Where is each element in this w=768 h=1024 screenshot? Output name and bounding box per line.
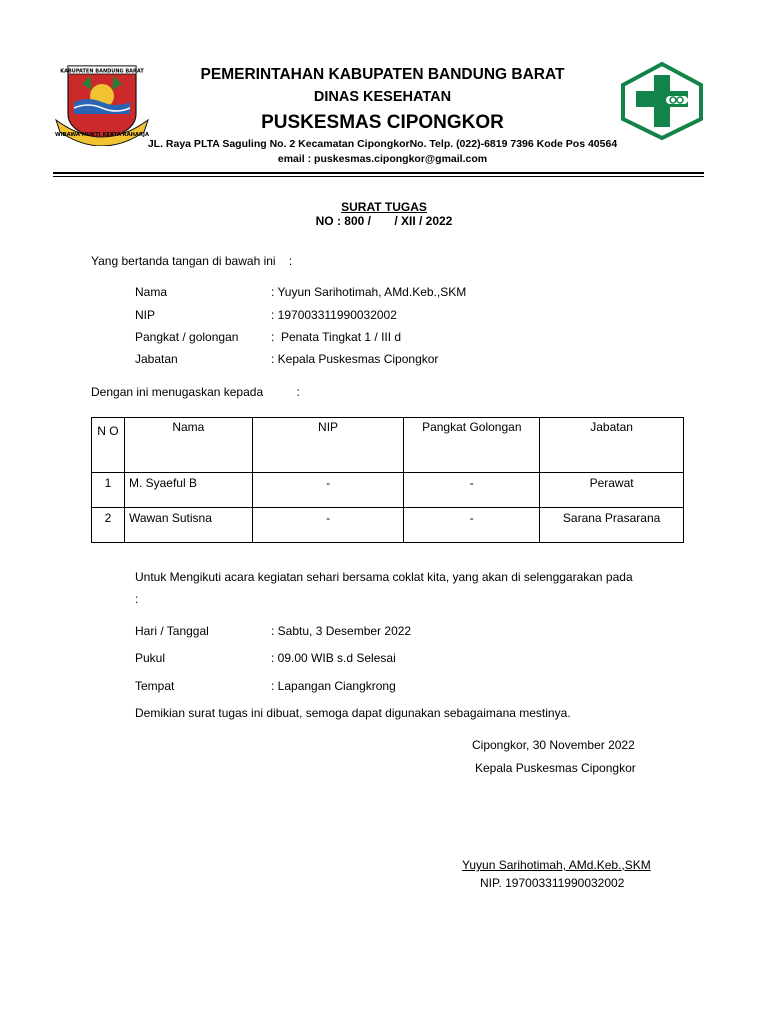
emblem-ribbon-text: WIBAWA MUKTI KERTA RAHARJA xyxy=(55,132,149,138)
table-cell-rank: - xyxy=(404,508,540,543)
letterhead-government: PEMERINTAHAN KABUPATEN BANDUNG BARAT xyxy=(200,66,565,83)
assigned-staff-table xyxy=(91,417,684,543)
assignment-intro: Dengan ini menugaskan kepada : xyxy=(91,385,300,399)
signer-position-label: Jabatan xyxy=(135,352,178,366)
signer-name-value: : Yuyun Sarihotimah, AMd.Keb.,SKM xyxy=(271,285,467,299)
signature-position: Kepala Puskesmas Cipongkor xyxy=(475,761,636,775)
event-date-value: : Sabtu, 3 Desember 2022 xyxy=(271,624,412,638)
signer-rank-label: Pangkat / golongan xyxy=(135,330,239,344)
signature-place-date: Cipongkor, 30 November 2022 xyxy=(472,738,635,752)
table-cell-position: Sarana Prasarana xyxy=(540,508,684,543)
letterhead-department: DINAS KESEHATAN xyxy=(313,89,452,105)
signer-nip-value: : 197003311990032002 xyxy=(271,308,397,322)
intro-text: Yang bertanda tangan di bawah ini : xyxy=(91,254,293,268)
purpose-text: Untuk Mengikuti acara kegiatan sehari bersama coklat kita, yang akan di selenggarakan pada xyxy=(135,570,633,584)
signer-rank-value: : Penata Tingkat 1 / III d xyxy=(271,330,402,344)
table-cell-nip: - xyxy=(252,508,404,543)
event-place-value: : Lapangan Ciangkrong xyxy=(271,679,396,693)
document-title: SURAT TUGAS xyxy=(341,200,427,214)
letterhead-divider xyxy=(53,172,704,174)
letterhead-divider-thin xyxy=(53,176,704,177)
event-time-label: Pukul xyxy=(135,651,166,665)
closing-text: Demikian surat tugas ini dibuat, semoga dapat digunakan sebagaimana mestinya. xyxy=(135,706,571,720)
table-row xyxy=(92,508,684,543)
letterhead-address: JL. Raya PLTA Saguling No. 2 Kecamatan CipongkorNo. Telp. (022)-6819 7396 Kode Pos 40564 xyxy=(147,138,618,150)
table-cell-nip: - xyxy=(252,473,404,508)
table-cell-name: Wawan Sutisna xyxy=(124,508,252,543)
signer-position-value: : Kepala Puskesmas Cipongkor xyxy=(271,352,439,366)
table-cell-no: 2 xyxy=(92,508,125,543)
purpose-colon: : xyxy=(135,592,139,606)
signature-nip: NIP. 197003311990032002 xyxy=(480,876,625,890)
signer-name-label: Nama xyxy=(135,285,168,299)
table-cell-rank: - xyxy=(404,473,540,508)
emblem-top-text: KABUPATEN BANDUNG BARAT xyxy=(60,68,144,75)
letterhead-institution: PUSKESMAS CIPONGKOR xyxy=(261,112,504,133)
table-cell-no: 1 xyxy=(92,473,125,508)
table-row xyxy=(92,473,684,508)
document-number: NO : 800 / / XII / 2022 xyxy=(315,214,453,228)
event-date-label: Hari / Tanggal xyxy=(135,624,209,638)
event-time-value: : 09.00 WIB s.d Selesai xyxy=(271,651,396,665)
table-header-name: Nama xyxy=(124,418,252,473)
letterhead-email: email : puskesmas.cipongkor@gmail.com xyxy=(277,153,488,165)
table-cell-position: Perawat xyxy=(540,473,684,508)
table-header-no: N O xyxy=(92,418,125,473)
table-header-nip: NIP xyxy=(252,418,404,473)
table-header-rank: Pangkat Golongan xyxy=(404,418,540,473)
table-cell-name: M. Syaeful B xyxy=(124,473,252,508)
event-place-label: Tempat xyxy=(135,679,175,693)
table-header-position: Jabatan xyxy=(540,418,684,473)
table-header-row xyxy=(92,418,684,473)
signer-nip-label: NIP xyxy=(135,308,156,322)
signature-name: Yuyun Sarihotimah, AMd.Keb.,SKM xyxy=(462,858,651,872)
